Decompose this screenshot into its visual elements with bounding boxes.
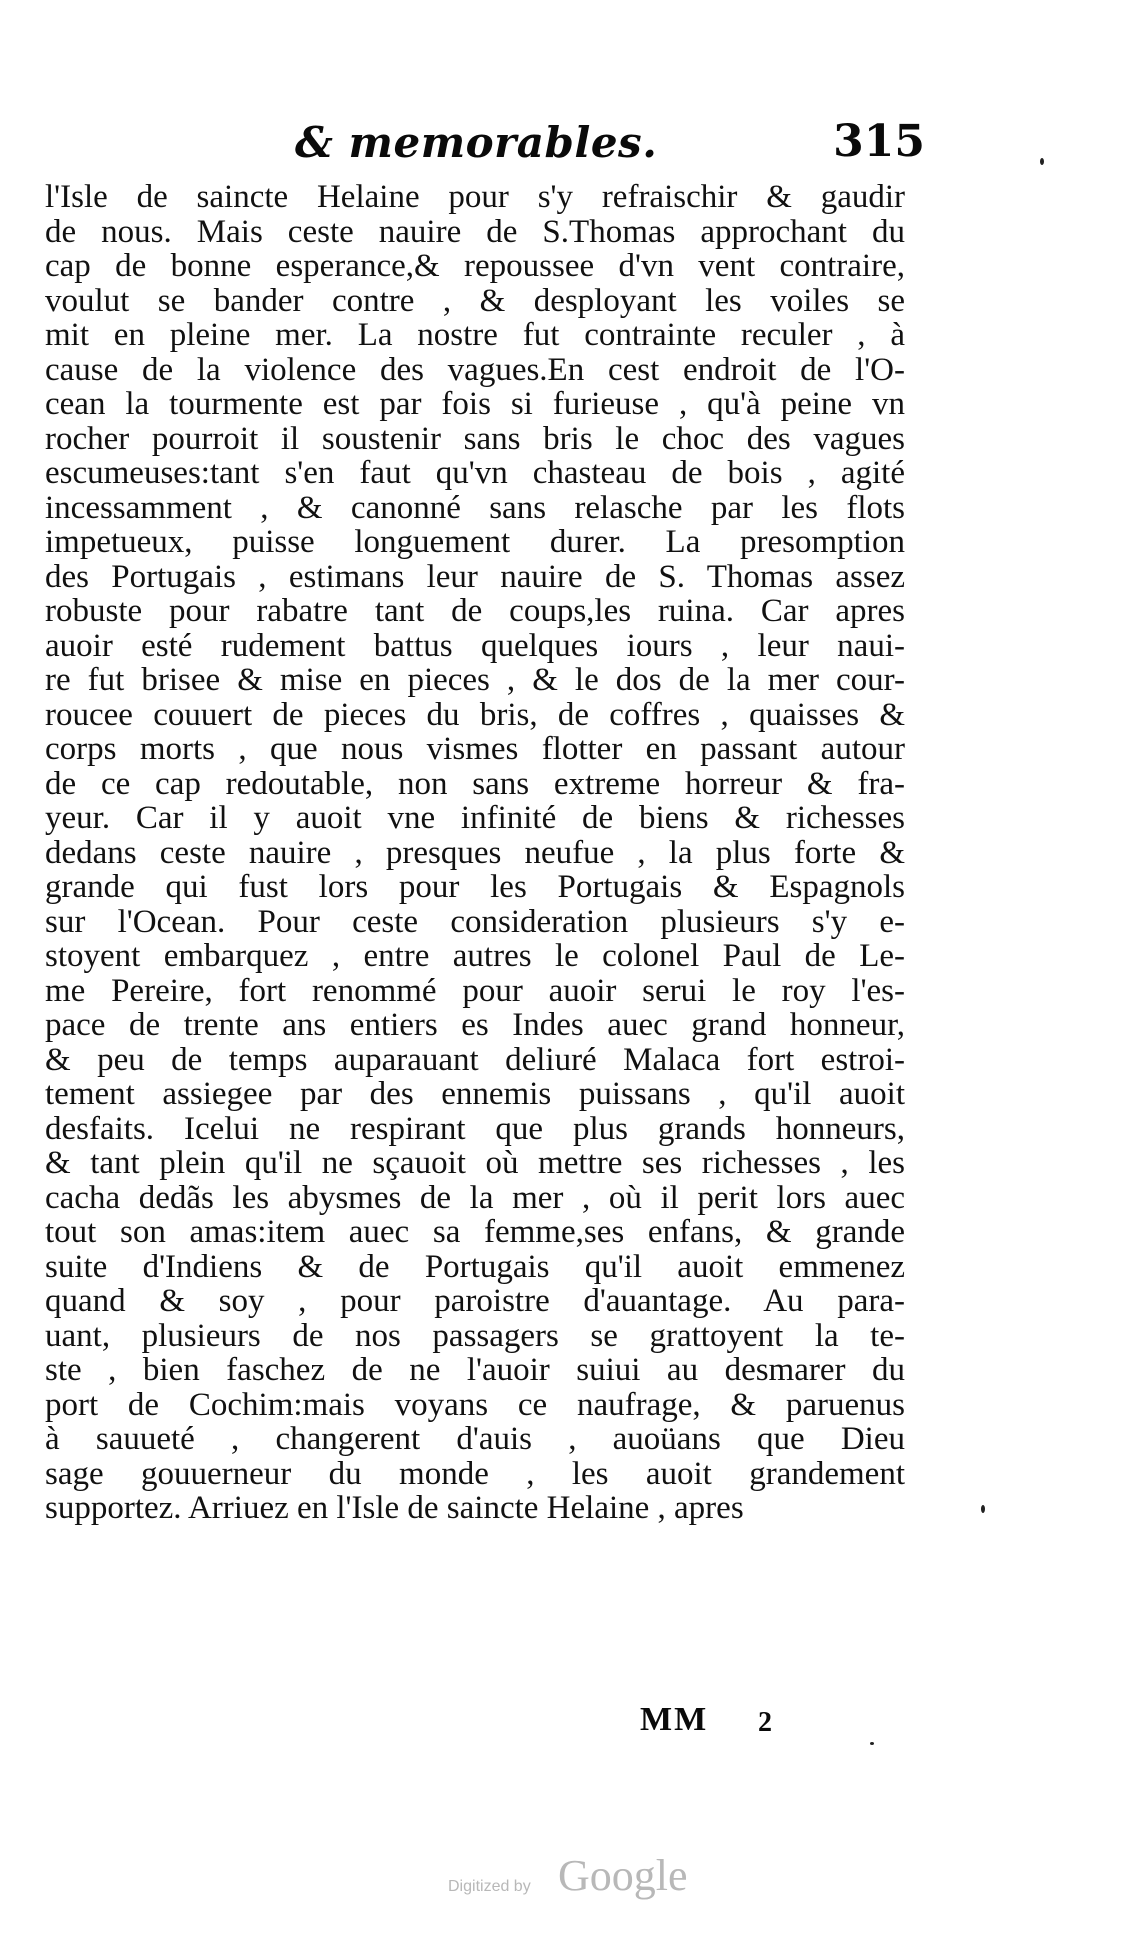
text-line: rocher pourroit il soustenir sans bris le choc des vagues [45,420,905,457]
text-line: grande qui fust lors pour les Portugais & Espagnols [45,869,905,905]
text-line: suite d'Indiens & de Portugais qu'il auoit emmenez [45,1248,905,1285]
page-header [295,118,925,178]
text-line: cean la tourmente est par fois si furieuse , qu'à peine vn [45,386,905,422]
text-line: cacha dedãs les abysmes de la mer , où il perit lors auec [45,1179,905,1216]
digitization-watermark [448,1850,708,1910]
text-line: impetueux, puisse longuement durer. La presomption [45,524,905,560]
text-line: corps morts , que nous vismes flotter en passant autour [45,731,905,767]
text-line: auoir esté rudement battus quelques iours , leur naui- [45,627,905,664]
text-line: dedans ceste nauire , presques neufue , la plus forte & [45,834,905,871]
ink-speck [870,1742,874,1745]
running-head: & memorables. [295,118,658,167]
text-line: desfaits. Icelui ne respirant que plus grands honneurs, [45,1110,905,1147]
text-line: voulut se bander contre , & desployant les voiles se [45,282,905,319]
text-line: roucee couuert de pieces du bris, de coffres , quaisses & [45,696,905,733]
text-line: sage gouuerneur du monde , les auoit grandement [45,1455,905,1492]
text-line: pace de trente ans entiers es Indes auec grand honneur, [45,1007,905,1043]
watermark-brand: Google [558,1851,688,1900]
signature-number: 2 [758,1707,772,1738]
ink-speck [981,1505,985,1513]
watermark-prefix: Digitized by [448,1878,531,1895]
text-line: sur l'Ocean. Pour ceste consideration plusieurs s'y e- [45,903,905,940]
text-line: ste , bien faschez de ne l'auoir suiui au desmarer du [45,1352,905,1388]
text-line: tement assiegee par des ennemis puissans , qu'il auoit [45,1076,905,1112]
text-line: incessamment , & canonné sans relasche par les flots [45,489,905,526]
text-line: yeur. Car il y auoit vne infinité de biens & richesses [45,800,905,836]
text-line: me Pereire, fort renommé pour auoir serui le roy l'es- [45,972,905,1009]
text-line: uant, plusieurs de nos passagers se grattoyent la te- [45,1317,905,1354]
text-line: tout son amas:item auec sa femme,ses enfans, & grande [45,1214,905,1250]
body-text [45,180,905,1526]
text-line: & tant plein qu'il ne sçauoit où mettre ses richesses , les [45,1145,905,1181]
text-line: cap de bonne esperance,& repoussee d'vn vent contraire, [45,248,905,284]
signature-mark: MM [640,1701,709,1738]
page-number: 315 [833,116,925,167]
text-line: escumeuses:tant s'en faut qu'vn chasteau de bois , agité [45,455,905,491]
text-line: re fut brisee & mise en pieces , & le dos de la mer cour- [45,662,905,698]
text-line: robuste pour rabatre tant de coups,les ruina. Car apres [45,593,905,629]
text-line: quand & soy , pour paroistre d'auantage. Au para- [45,1283,905,1319]
text-line: des Portugais , estimans leur nauire de S. Thomas assez [45,558,905,595]
text-line: à sauueté , changerent d'auis , auoüans que Dieu [45,1421,905,1457]
text-line: cause de la violence des vagues.En cest endroit de l'O- [45,351,905,388]
text-line: l'Isle de saincte Helaine pour s'y refraischir & gaudir [45,179,905,215]
text-line: mit en pleine mer. La nostre fut contrainte reculer , à [45,317,905,353]
text-line: & peu de temps auparauant deliuré Malaca fort estroi- [45,1041,905,1078]
text-line: port de Cochim:mais voyans ce naufrage, & paruenus [45,1386,905,1423]
text-line: de ce cap redoutable, non sans extreme horreur & fra- [45,765,905,802]
text-line: de nous. Mais ceste nauire de S.Thomas approchant du [45,213,905,250]
text-line: supportez. Arriuez en l'Isle de saincte Helaine , apres [45,1490,744,1526]
ink-speck [1040,158,1044,165]
text-line: stoyent embarquez , entre autres le colonel Paul de Le- [45,938,905,974]
